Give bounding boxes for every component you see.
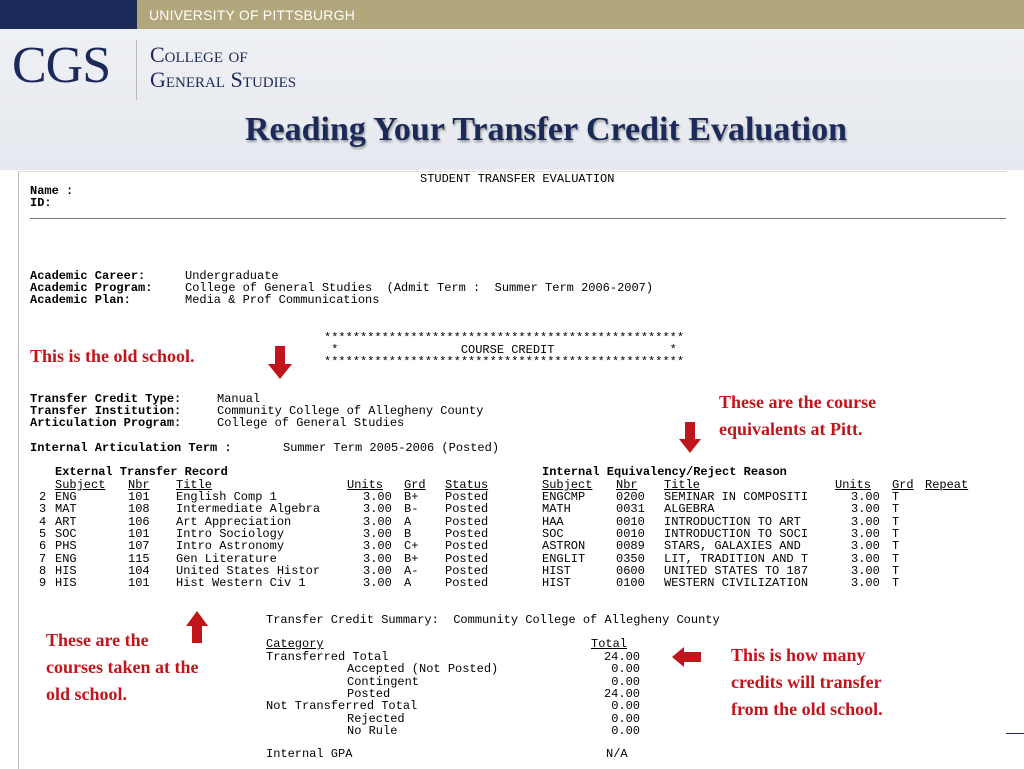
row-units: 3.00 <box>363 551 392 566</box>
row-nbr: 106 <box>128 514 150 529</box>
note-old-school: This is the old school. <box>30 346 195 366</box>
row-internal-title: UNITED STATES TO 187 <box>664 563 809 578</box>
row-internal-grd: T <box>892 576 900 591</box>
row-grd: A- <box>404 563 419 578</box>
arrow-left-icon <box>672 646 702 668</box>
row-internal-title: INTRODUCTION TO SOCI <box>664 526 809 541</box>
course-credit-banner: * COURSE CREDIT * <box>324 343 677 357</box>
row-title: Gen Literature <box>176 551 277 566</box>
note-courses-line1: These are the <box>46 630 149 650</box>
external-record-heading: External Transfer Record <box>55 465 228 479</box>
row-internal-title: ALGEBRA <box>664 502 715 517</box>
row-subject: ENG <box>55 551 77 566</box>
summary-label: Rejected <box>347 711 405 726</box>
row-status: Posted <box>445 563 489 578</box>
row-internal-units: 3.00 <box>851 551 880 566</box>
program-value: College of General Studies (Admit Term : Summer Term 2006-2007) <box>185 281 654 295</box>
row-units: 3.00 <box>363 490 392 504</box>
report-divider <box>30 218 1006 219</box>
row-grd: B+ <box>404 490 419 504</box>
row-number: 3 <box>39 502 47 517</box>
summary-label: Not Transferred Total <box>266 699 418 714</box>
summary-value: 0.00 <box>611 711 640 726</box>
slide-title: Reading Your Transfer Credit Evaluation <box>245 111 847 148</box>
col-status: Status <box>445 478 489 492</box>
note-equiv-line1: These are the course <box>719 392 877 412</box>
cgs-logo: CGS <box>12 37 111 94</box>
row-internal-title: WESTERN CIVILIZATION <box>664 576 809 591</box>
note-courses-taken <box>46 627 198 708</box>
row-internal-grd: T <box>892 526 900 541</box>
row-internal-units: 3.00 <box>851 526 880 541</box>
row-internal-title: INTRODUCTION TO ART <box>664 514 801 529</box>
row-status: Posted <box>445 502 489 517</box>
row-nbr: 107 <box>128 539 150 554</box>
row-units: 3.00 <box>363 576 392 591</box>
col-title: Title <box>176 478 213 492</box>
stars-bottom: ************************************************** <box>324 355 685 369</box>
row-internal-nbr: 0010 <box>616 514 645 529</box>
row-grd: C+ <box>404 539 419 554</box>
col-nbr: Nbr <box>128 478 150 492</box>
col-repeat: Repeat <box>925 478 969 492</box>
row-number: 6 <box>39 539 47 554</box>
row-internal-grd: T <box>892 539 900 554</box>
row-internal-nbr: 0010 <box>616 526 645 541</box>
report-heading: STUDENT TRANSFER EVALUATION <box>420 172 615 186</box>
row-units: 3.00 <box>363 563 392 578</box>
row-subject: ENG <box>55 490 77 504</box>
row-title: Art Appreciation <box>176 514 292 529</box>
gpa-value: N/A <box>606 747 628 761</box>
row-internal-nbr: 0031 <box>616 502 645 517</box>
articulation-program-label: Articulation Program: <box>30 416 182 430</box>
stars-top: ************************************************** <box>324 331 685 345</box>
row-internal-subject: MATH <box>542 502 571 517</box>
row-internal-units: 3.00 <box>851 563 880 578</box>
row-title: Intermediate Algebra <box>176 502 321 517</box>
col-internal-units: Units <box>835 478 872 492</box>
col-internal-subject: Subject <box>542 478 593 492</box>
row-grd: A <box>404 576 412 591</box>
row-internal-title: LIT, TRADITION AND T <box>664 551 809 566</box>
credit-type-value: Manual <box>217 392 261 406</box>
row-title: Hist Western Civ 1 <box>176 576 306 591</box>
note-courses-line3: old school. <box>46 684 128 704</box>
row-nbr: 104 <box>128 563 150 578</box>
row-units: 3.00 <box>363 526 392 541</box>
row-units: 3.00 <box>363 539 392 554</box>
note-credits-transfer <box>731 642 883 723</box>
col-units: Units <box>347 478 384 492</box>
summary-heading: Transfer Credit Summary: Community College of Allegheny County <box>266 613 720 627</box>
note-credits-line1: This is how many <box>731 645 866 665</box>
row-grd: A <box>404 514 412 529</box>
summary-label: Transferred Total <box>266 650 389 664</box>
summary-value: 24.00 <box>603 686 640 701</box>
arrow-down-icon <box>267 346 293 380</box>
note-credits-line3: from the old school. <box>731 699 883 719</box>
row-subject: SOC <box>55 526 77 541</box>
row-internal-title: SEMINAR IN COMPOSITI <box>664 490 809 504</box>
row-internal-subject: HAA <box>542 514 564 529</box>
credit-type-label: Transfer Credit Type: <box>30 392 182 406</box>
id-label: ID: <box>30 196 52 210</box>
arrow-down-icon <box>678 422 702 454</box>
row-grd: B- <box>404 502 419 517</box>
summary-label: Accepted (Not Posted) <box>347 662 499 677</box>
row-status: Posted <box>445 539 489 554</box>
college-name-line2: General Studies <box>150 67 297 92</box>
gpa-label: Internal GPA <box>266 747 353 761</box>
row-nbr: 101 <box>128 490 150 504</box>
row-number: 5 <box>39 526 47 541</box>
row-internal-subject: ASTRON <box>542 539 586 554</box>
row-status: Posted <box>445 514 489 529</box>
name-label: Name : <box>30 184 74 198</box>
row-internal-grd: T <box>892 502 900 517</box>
note-credits-line2: credits will transfer <box>731 672 882 692</box>
institution-label: Transfer Institution: <box>30 404 182 418</box>
row-internal-units: 3.00 <box>851 539 880 554</box>
row-number: 9 <box>39 576 47 591</box>
college-name-line1: College of <box>150 42 248 67</box>
row-grd: B+ <box>404 551 419 566</box>
career-value: Undergraduate <box>185 269 279 283</box>
row-internal-subject: SOC <box>542 526 564 541</box>
row-internal-grd: T <box>892 551 900 566</box>
row-title: English Comp 1 <box>176 490 277 504</box>
summary-value: 0.00 <box>611 723 640 738</box>
col-internal-title: Title <box>664 478 701 492</box>
summary-total-header: Total <box>591 637 628 651</box>
articulation-program-value: College of General Studies <box>217 416 405 430</box>
row-internal-title: STARS, GALAXIES AND <box>664 539 801 554</box>
row-internal-nbr: 0089 <box>616 539 645 554</box>
row-subject: HIS <box>55 576 77 591</box>
row-status: Posted <box>445 551 489 566</box>
logo-divider <box>136 40 137 100</box>
col-internal-nbr: Nbr <box>616 478 638 492</box>
row-internal-grd: T <box>892 563 900 578</box>
row-status: Posted <box>445 490 489 504</box>
row-number: 7 <box>39 551 47 566</box>
row-grd: B <box>404 526 412 541</box>
row-status: Posted <box>445 576 489 591</box>
note-equiv-line2: equivalents at Pitt. <box>719 419 863 439</box>
articulation-term-label: Internal Articulation Term : <box>30 441 232 455</box>
row-units: 3.00 <box>363 514 392 529</box>
row-internal-grd: T <box>892 490 900 504</box>
row-internal-subject: ENGLIT <box>542 551 586 566</box>
top-banner-navy-block <box>0 0 137 29</box>
row-nbr: 108 <box>128 502 150 517</box>
row-title: Intro Astronomy <box>176 539 285 554</box>
row-internal-nbr: 0350 <box>616 551 645 566</box>
row-number: 4 <box>39 514 47 529</box>
row-units: 3.00 <box>363 502 392 517</box>
row-subject: PHS <box>55 539 77 554</box>
career-label: Academic Career: <box>30 269 146 283</box>
col-subject: Subject <box>55 478 106 492</box>
summary-value: 24.00 <box>603 650 640 664</box>
row-status: Posted <box>445 526 489 541</box>
row-internal-units: 3.00 <box>851 490 880 504</box>
summary-category-header: Category <box>266 637 324 651</box>
row-number: 2 <box>39 490 47 504</box>
internal-equivalency-heading: Internal Equivalency/Reject Reason <box>542 465 787 479</box>
university-name: UNIVERSITY OF PITTSBURGH <box>149 7 356 23</box>
row-internal-subject: ENGCMP <box>542 490 586 504</box>
row-internal-nbr: 0600 <box>616 563 645 578</box>
row-nbr: 101 <box>128 576 150 591</box>
row-subject: MAT <box>55 502 77 517</box>
row-internal-subject: HIST <box>542 563 571 578</box>
summary-value: 0.00 <box>611 699 640 714</box>
row-internal-subject: HIST <box>542 576 571 591</box>
note-course-equivalents <box>719 389 876 443</box>
summary-label: Posted <box>347 686 391 701</box>
row-title: United States Histor <box>176 563 321 578</box>
row-subject: ART <box>55 514 77 529</box>
note-courses-line2: courses taken at the <box>46 657 199 677</box>
row-title: Intro Sociology <box>176 526 285 541</box>
row-nbr: 115 <box>128 551 150 566</box>
row-number: 8 <box>39 563 47 578</box>
articulation-term-value: Summer Term 2005-2006 (Posted) <box>283 441 500 455</box>
row-internal-grd: T <box>892 514 900 529</box>
col-grd: Grd <box>404 478 426 492</box>
program-label: Academic Program: <box>30 281 153 295</box>
summary-value: 0.00 <box>611 662 640 677</box>
institution-value: Community College of Allegheny County <box>217 404 484 418</box>
row-internal-nbr: 0200 <box>616 490 645 504</box>
plan-label: Academic Plan: <box>30 293 131 307</box>
row-internal-units: 3.00 <box>851 576 880 591</box>
row-nbr: 101 <box>128 526 150 541</box>
footer-line <box>1006 733 1024 734</box>
col-internal-grd: Grd <box>892 478 914 492</box>
summary-label: No Rule <box>347 723 398 738</box>
summary-label: Contingent <box>347 674 420 689</box>
summary-value: 0.00 <box>611 674 640 689</box>
row-internal-units: 3.00 <box>851 502 880 517</box>
row-internal-units: 3.00 <box>851 514 880 529</box>
row-internal-nbr: 0100 <box>616 576 645 591</box>
row-subject: HIS <box>55 563 77 578</box>
plan-value: Media & Prof Communications <box>185 293 380 307</box>
college-name <box>150 42 296 92</box>
